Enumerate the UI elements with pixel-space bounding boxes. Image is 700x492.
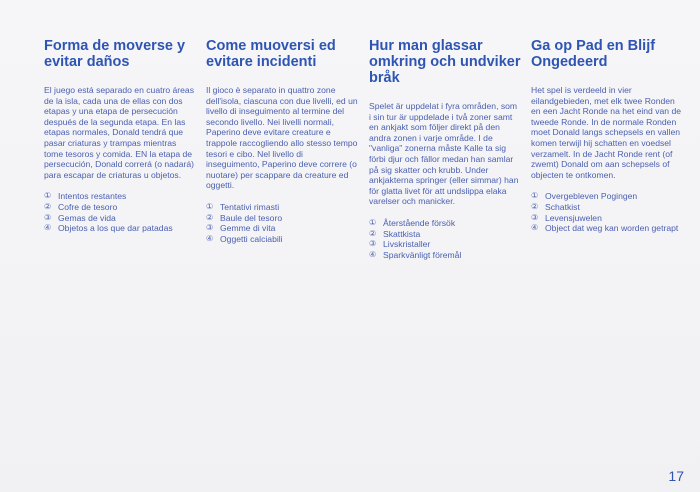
legend-item: ② Baule del tesoro — [206, 212, 283, 223]
legend-list — [369, 218, 521, 260]
section-title: Ga op Pad en Blijf Ongedeerd — [531, 38, 656, 70]
section-body: Spelet är uppdelat i fyra områden, som i sin tur är uppdelade i två zoner samt en ankjakt som följer direkt på den andra zonen i varje område. I de "vanliga" zonerna måste Kalle ta sig förbi djur och fällor medan han samlar på sig skatter och krubb. Under ankjakterna springer (eller simmar) han för glatta livet för att undslippa elaka varelser och manicker. — [369, 101, 519, 207]
column-italian — [206, 38, 358, 244]
legend-item: ④ Sparkvänligt föremål — [369, 249, 462, 260]
legend-item: ① Återstående försök — [369, 217, 456, 228]
legend-item: ③ Levensjuwelen — [531, 212, 602, 223]
column-dutch — [531, 38, 683, 234]
section-body: El juego está separado en cuatro áreas de la isla, cada una de ellas con dos etapas y una etapa de persecución después de la segunda etapa. En las etapas normales, Donald tendrá que pasar criaturas y trampas mientras tome tesoros y comida. EN la etapa de persecución, Donald correrá (o nadará) para escapar de criaturas u objetos. — [44, 85, 195, 180]
section-title: Come muoversi ed evitare incidenti — [206, 38, 336, 70]
section-body: Il gioco è separato in quattro zone dell'isola, ciascuna con due livelli, ed un livello di inseguimento al termine del secondo livello. Nei livelli normali, Paperino deve evitare creature e trappole raccogliendo allo stesso tempo tesori e cibo. Nel livello di inseguimento, Paperino deve correre (o nuotare) per scappare da creature ed oggetti. — [206, 85, 358, 191]
legend-item: ① Tentativi rimasti — [206, 201, 280, 212]
legend-item: ④ Objetos a los que dar patadas — [44, 223, 173, 234]
legend-item: ② Skattkista — [369, 228, 421, 239]
legend-list — [531, 191, 683, 233]
legend-item: ④ Object dat weg kan worden getrapt — [531, 223, 679, 234]
legend-item: ② Schatkist — [531, 201, 580, 212]
legend-item: ③ Gemas de vida — [44, 212, 116, 223]
section-body: Het spel is verdeeld in vier eilandgebieden, met elk twee Ronden en een Jacht Ronde na het eind van de tweede Ronde. In de normale Ronden moet Donald langs schepsels en vallen komen terwijl hij schatten en voedsel verzamelt. In de Jacht Ronde rent (of zwemt) Donald om aan schepsels of objecten te ontkomen. — [531, 85, 682, 180]
column-spanish — [44, 38, 196, 234]
section-title: Hur man glassar omkring och undviker bråk — [369, 38, 521, 86]
legend-item: ④ Oggetti calciabili — [206, 233, 283, 244]
section-title: Forma de moverse y evitar daños — [44, 38, 186, 70]
legend-item: ③ Gemme di vita — [206, 223, 276, 234]
legend-item: ① Intentos restantes — [44, 191, 127, 202]
legend-list — [206, 202, 358, 244]
legend-item: ① Overgebleven Pogingen — [531, 191, 638, 202]
legend-item: ② Cofre de tesoro — [44, 201, 118, 212]
page-number: 17 — [668, 468, 684, 484]
legend-list — [44, 191, 196, 233]
legend-item: ③ Livskristaller — [369, 239, 431, 250]
column-swedish — [369, 38, 521, 260]
